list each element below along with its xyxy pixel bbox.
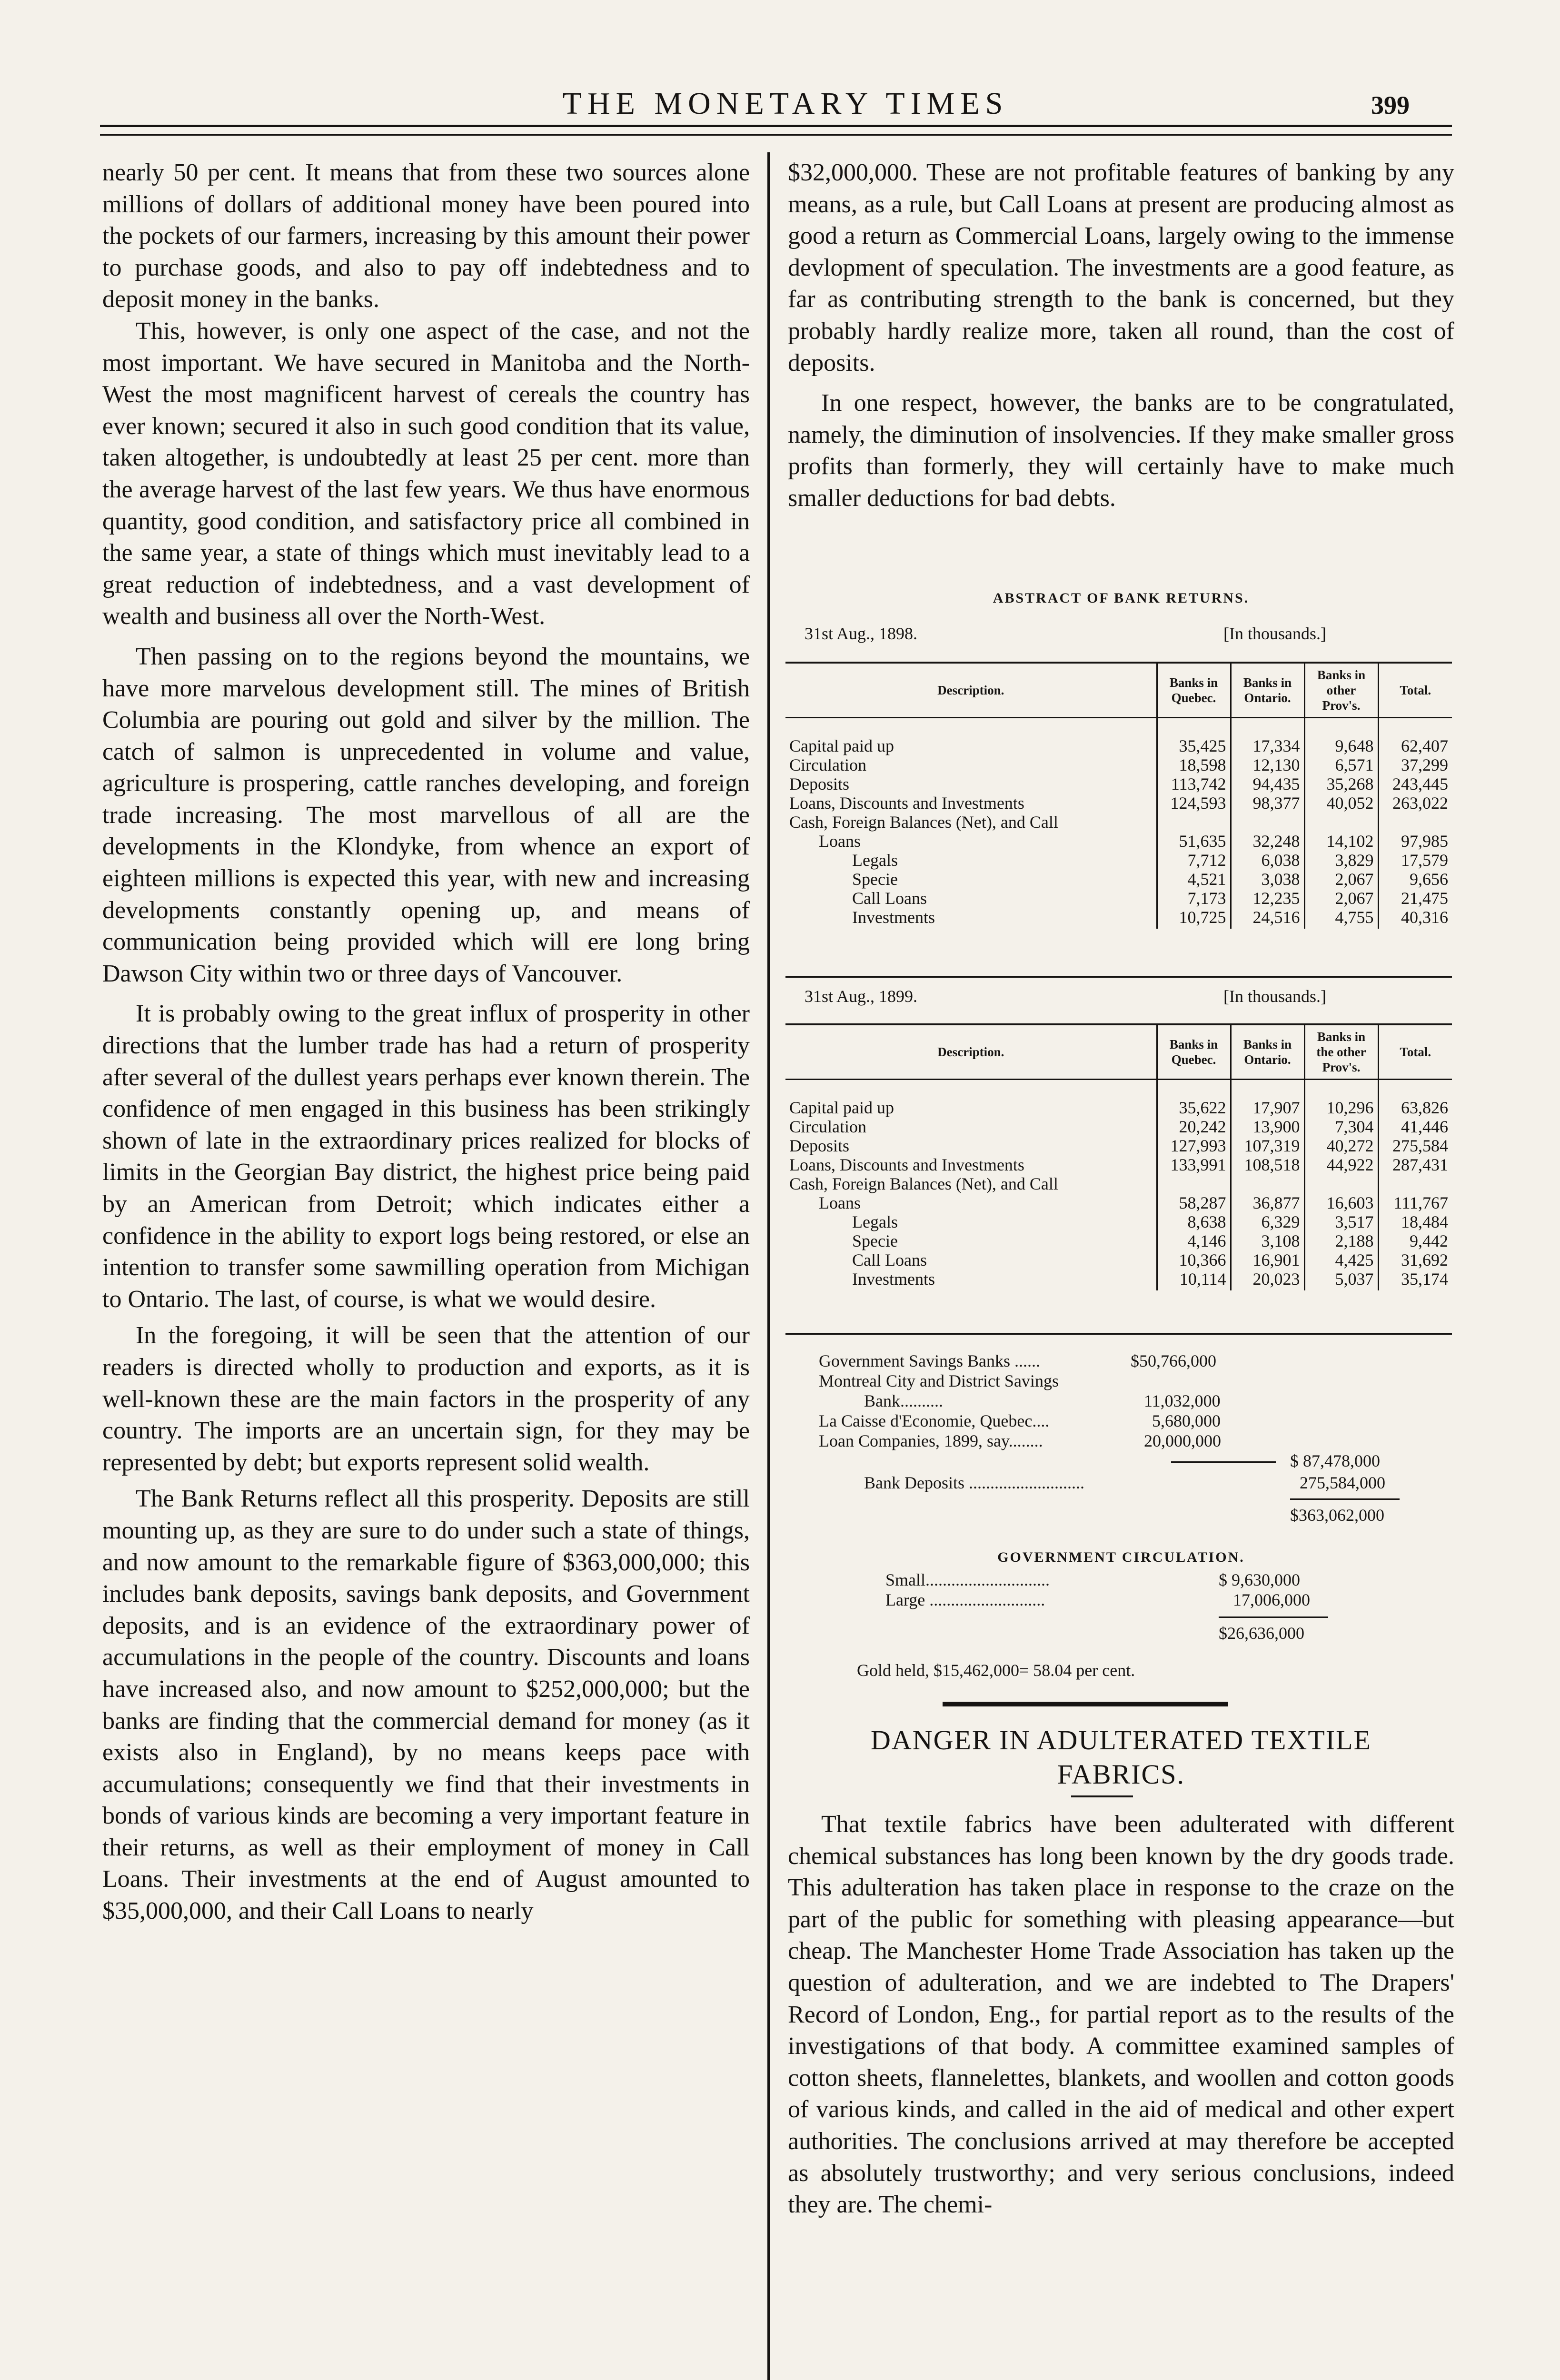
- paragraph: That textile fabrics have been adulterated with different chemical substances has long been known by the dry goods trade. This adulteration has taken place in response to the craze on the part of the public for something with pleasing appearance—but cheap. The Manchester Home Trade Association has taken up the question of adulteration, and we are indebted to The Drapers' Record of London, Eng., for partial report as to the results of the investigations of that body. A committee examined samples of cotton sheets, flannelettes, blankets, and woollen and cotton goods of various kinds, and called in the aid of medical and other expert authorities. The conclusions arrived at may therefore be accepted as absolutely trustworthy; and very serious conclusions, indeed they are. The chemi-: [788, 1811, 1454, 2219]
- left-column: [102, 157, 750, 1927]
- column-header: Banks in other Prov's.: [1304, 664, 1378, 718]
- sum-rule: [1219, 1616, 1328, 1618]
- cell-value: 10,725: [1157, 908, 1231, 929]
- table-row: [785, 718, 1452, 756]
- deposits-summary: [819, 1351, 1419, 1523]
- row-label: Loans: [819, 832, 861, 851]
- cell-value: 124,593: [1157, 793, 1231, 813]
- cell-value: [1231, 1174, 1304, 1193]
- cell-value: 32,248: [1231, 832, 1304, 851]
- cell-value: 107,319: [1231, 1136, 1304, 1155]
- abstract-title: ABSTRACT OF BANK RETURNS.: [993, 590, 1250, 606]
- cell-value: 44,922: [1304, 1155, 1378, 1174]
- summary-label: La Caisse d'Economie, Quebec....: [819, 1411, 1050, 1430]
- cell-value: 3,108: [1231, 1231, 1304, 1250]
- cell-value: 9,648: [1304, 718, 1378, 756]
- cell-value: 8,638: [1157, 1212, 1231, 1231]
- page-number: 399: [1371, 91, 1410, 119]
- row-label: Investments: [852, 1269, 935, 1289]
- table-row: [785, 813, 1452, 832]
- table-row: [785, 1231, 1452, 1250]
- cell-value: 36,877: [1231, 1193, 1304, 1212]
- row-label: Loans: [819, 1193, 861, 1212]
- paragraph: Then passing on to the regions beyond the mountains, we have more marvelous development still. The mines of British Columbia are pouring out gold and silver by the million. The catch of salmon is unprecedented in volume and value, agriculture is prospering, cattle ranches developing, and foreign trade increasing. The most marvellous of all are the developments in the Klondyke, from whence an export of eighteen millions is expected this year, with new and increasing developments constantly opening up, and means of communication being provided which will ere long bring Dawson City within two or three days of Vancouver.: [102, 643, 750, 987]
- column-header: Banks in Ontario.: [1231, 1025, 1304, 1080]
- row-label: Deposits: [789, 774, 849, 793]
- row-label: Circulation: [789, 755, 866, 774]
- table-row: [785, 832, 1452, 851]
- table-row: [785, 1269, 1452, 1290]
- cell-value: [1304, 1174, 1378, 1193]
- cell-value: 7,712: [1157, 851, 1231, 870]
- column-header: Banks in the other Prov's.: [1304, 1025, 1378, 1080]
- cell-value: 9,442: [1378, 1231, 1452, 1250]
- table-1899-units: [In thousands.]: [1223, 987, 1326, 1006]
- cell-value: 10,114: [1157, 1269, 1231, 1290]
- table-header-row: [785, 1025, 1452, 1080]
- cell-value: 97,985: [1378, 832, 1452, 851]
- table-1898-units: [In thousands.]: [1223, 624, 1326, 643]
- cell-value: 12,130: [1231, 755, 1304, 774]
- cell-value: 35,622: [1157, 1080, 1231, 1118]
- summary-value: 5,680,000: [1152, 1411, 1221, 1430]
- column-header: Total.: [1378, 664, 1452, 718]
- summary-label: Bank Deposits ...........................: [864, 1473, 1084, 1492]
- summary-row: [819, 1431, 1419, 1451]
- row-label: Capital paid up: [789, 736, 894, 755]
- cell-value: 13,900: [1231, 1117, 1304, 1136]
- cell-value: 17,579: [1378, 851, 1452, 870]
- masthead-title: THE MONETARY TIMES: [562, 86, 1009, 121]
- column-header: Description.: [785, 1025, 1157, 1080]
- summary-value: 11,032,000: [1144, 1391, 1221, 1410]
- cell-value: 275,584: [1378, 1136, 1452, 1155]
- cell-value: 20,023: [1231, 1269, 1304, 1290]
- summary-value: 275,584,000: [1300, 1473, 1385, 1492]
- cell-value: 63,826: [1378, 1080, 1452, 1118]
- summary-label: Small.............................: [885, 1570, 1050, 1589]
- headline-line: DANGER IN ADULTERATED TEXTILE: [871, 1725, 1371, 1755]
- column-header: Total.: [1378, 1025, 1452, 1080]
- table-1898-date: 31st Aug., 1898.: [805, 624, 918, 643]
- cell-value: [1157, 1174, 1231, 1193]
- table-row: [785, 1117, 1452, 1136]
- table-row: [785, 1250, 1452, 1269]
- cell-value: 7,173: [1157, 889, 1231, 908]
- cell-value: 263,022: [1378, 793, 1452, 813]
- summary-row: [819, 1411, 1419, 1431]
- cell-value: 98,377: [1231, 793, 1304, 813]
- cell-value: 16,603: [1304, 1193, 1378, 1212]
- row-label: Call Loans: [852, 889, 927, 908]
- cell-value: 35,425: [1157, 718, 1231, 756]
- table-row: [785, 793, 1452, 813]
- summary-label: Large ...........................: [885, 1590, 1045, 1609]
- column-divider: [767, 152, 770, 2380]
- summary-value: 17,006,000: [1233, 1590, 1310, 1609]
- table-row: [785, 1136, 1452, 1155]
- table-rule: [785, 1333, 1452, 1335]
- summary-value: $50,766,000: [1131, 1351, 1216, 1370]
- summary-label: Montreal City and District Savings: [819, 1371, 1059, 1390]
- cell-value: 37,299: [1378, 755, 1452, 774]
- table-1899-date: 31st Aug., 1899.: [805, 987, 918, 1006]
- cell-value: 24,516: [1231, 908, 1304, 929]
- headline-line: FABRICS.: [1057, 1759, 1185, 1790]
- paragraph: It is probably owing to the great influx of prosperity in other directions that the lumber trade has had a return of prosperity after several of the dullest years perhaps ever known therein. The confidence of men engaged in this business has been strikingly shown of late in the extraordinary prices realized for blocks of limits in the Georgian Bay district, the highest price being paid by an American from Detroit; which indicates either a confidence in the ability to export logs being restored, or else an intention to transfer some sawmilling operation from Michigan to Ontario. The last, of course, is what we would desire.: [102, 1000, 750, 1313]
- summary-row: [885, 1610, 1361, 1641]
- row-label: Deposits: [789, 1136, 849, 1155]
- table-row: [785, 1212, 1452, 1231]
- cell-value: 18,484: [1378, 1212, 1452, 1231]
- summary-label: Loan Companies, 1899, say........: [819, 1431, 1043, 1450]
- cell-value: 51,635: [1157, 832, 1231, 851]
- table-header-row: [785, 664, 1452, 718]
- cell-value: 6,329: [1231, 1212, 1304, 1231]
- table-row: [785, 889, 1452, 908]
- cell-value: 4,146: [1157, 1231, 1231, 1250]
- cell-value: 58,287: [1157, 1193, 1231, 1212]
- cell-value: 40,052: [1304, 793, 1378, 813]
- cell-value: 40,272: [1304, 1136, 1378, 1155]
- paragraph: nearly 50 per cent. It means that from these two sources alone millions of dollars of additional money have been poured into the pockets of our farmers, increasing by this amount their power to purchase goods, and also to pay off indebtedness and to deposit money in the banks.: [102, 159, 750, 313]
- cell-value: 20,242: [1157, 1117, 1231, 1136]
- table-row: [785, 1174, 1452, 1193]
- row-label: Legals: [852, 851, 898, 870]
- table-row: [785, 851, 1452, 870]
- cell-value: 6,571: [1304, 755, 1378, 774]
- paragraph: This, however, is only one aspect of the case, and not the most important. We have secured in Manitoba and the North-West the most magnificent harvest of cereals the country has ever known; secured it also in such good condition that its value, taken altogether, is undoubtedly at least 25 per cent. more than the average harvest of the last few years. We thus have enormous quantity, good condition, and satisfactory price all combined in the same year, a state of things which must inevitably lead to a great reduction of indebtedness, and a vast development of wealth and business all over the North-West.: [102, 317, 750, 630]
- headline-rule: [1071, 1795, 1133, 1797]
- cell-value: 9,656: [1378, 870, 1452, 889]
- column-header: Banks in Ontario.: [1231, 664, 1304, 718]
- cell-value: 40,316: [1378, 908, 1452, 929]
- cell-value: 5,037: [1304, 1269, 1378, 1290]
- table-row: [785, 1155, 1452, 1174]
- cell-value: 3,038: [1231, 870, 1304, 889]
- cell-value: 2,067: [1304, 889, 1378, 908]
- summary-row: [819, 1351, 1419, 1371]
- cell-value: 21,475: [1378, 889, 1452, 908]
- summary-row: [885, 1570, 1361, 1590]
- cell-value: 35,268: [1304, 774, 1378, 793]
- cell-value: 94,435: [1231, 774, 1304, 793]
- column-header: Banks in Quebec.: [1157, 664, 1231, 718]
- row-label: Legals: [852, 1212, 898, 1231]
- summary-row: [819, 1371, 1419, 1391]
- cell-value: [1378, 1174, 1452, 1193]
- article-body: [788, 1809, 1454, 2221]
- cell-value: 62,407: [1378, 718, 1452, 756]
- row-label: Call Loans: [852, 1250, 927, 1269]
- right-column-text: [788, 157, 1454, 515]
- summary-value: $ 9,630,000: [1219, 1570, 1300, 1589]
- cell-value: 14,102: [1304, 832, 1378, 851]
- summary-subtotal: $ 87,478,000: [1290, 1451, 1380, 1470]
- circulation-title: GOVERNMENT CIRCULATION.: [997, 1549, 1245, 1565]
- row-label: Investments: [852, 908, 935, 927]
- summary-label: Bank..........: [864, 1391, 943, 1410]
- table-rule: [785, 976, 1452, 978]
- header-rule-thin: [100, 134, 1452, 136]
- cell-value: 127,993: [1157, 1136, 1231, 1155]
- summary-row: [819, 1451, 1419, 1473]
- cell-value: 108,518: [1231, 1155, 1304, 1174]
- summary-total: $363,062,000: [1290, 1506, 1384, 1525]
- row-label: Cash, Foreign Balances (Net), and Call: [789, 813, 1058, 832]
- cell-value: [1157, 813, 1231, 832]
- bank-returns-table-1899: [785, 1025, 1452, 1290]
- cell-value: 113,742: [1157, 774, 1231, 793]
- cell-value: 17,334: [1231, 718, 1304, 756]
- cell-value: 4,755: [1304, 908, 1378, 929]
- summary-value: 20,000,000: [1144, 1431, 1221, 1450]
- cell-value: 2,067: [1304, 870, 1378, 889]
- cell-value: 4,425: [1304, 1250, 1378, 1269]
- gold-note: Gold held, $15,462,000= 58.04 per cent.: [857, 1661, 1135, 1680]
- table-row: [785, 908, 1452, 929]
- row-label: Specie: [852, 1231, 898, 1250]
- section-rule: [943, 1702, 1228, 1706]
- paragraph: In the foregoing, it will be seen that the attention of our readers is directed wholly to production and exports, as it is well-known these are the main factors in the prosperity of any country. The imports are an uncertain sign, for they may be represented by debt; but exports represent solid wealth.: [102, 1322, 750, 1476]
- table-row: [785, 755, 1452, 774]
- row-label: Circulation: [789, 1117, 866, 1136]
- paragraph: $32,000,000. These are not profitable features of banking by any means, as a rule, but Call Loans at present are producing almost as good a return as Commercial Loans, largely owing to the immense devlopment of speculation. The investments are a good feature, as far as contributing strength to the bank is concerned, but they probably hardly realize more, taken all round, than the cost of deposits.: [788, 159, 1454, 377]
- summary-label: Government Savings Banks ......: [819, 1351, 1040, 1370]
- cell-value: 10,366: [1157, 1250, 1231, 1269]
- cell-value: 41,446: [1378, 1117, 1452, 1136]
- summary-row: [819, 1493, 1419, 1523]
- row-label: Cash, Foreign Balances (Net), and Call: [789, 1174, 1058, 1193]
- column-header: Description.: [785, 664, 1157, 718]
- paragraph: The Bank Returns reflect all this prosperity. Deposits are still mounting up, as they are sure to do under such a state of things, and now amount to the remarkable figure of $363,000,000; this includes bank deposits, savings bank deposits, and Government deposits, and is an evidence of the extraordinary power of accumulations in the people of the country. Discounts and loans have increased also, and now amount to $252,000,000; but the banks are finding that the commercial demand for money (as it exists also in England), by no means keeps pace with accumulations; consequently we find that their investments in bonds of various kinds are becoming a very important feature in their returns, as well as their employment of money in Call Loans. Their investments at the end of August amounted to $35,000,000, and their Call Loans to nearly: [102, 1485, 750, 1925]
- cell-value: 3,517: [1304, 1212, 1378, 1231]
- cell-value: 287,431: [1378, 1155, 1452, 1174]
- summary-total: $26,636,000: [1219, 1624, 1304, 1643]
- table-row: [785, 1193, 1452, 1212]
- table-row: [785, 1080, 1452, 1118]
- cell-value: [1378, 813, 1452, 832]
- cell-value: 243,445: [1378, 774, 1452, 793]
- summary-row: [885, 1590, 1361, 1610]
- cell-value: 16,901: [1231, 1250, 1304, 1269]
- cell-value: [1231, 813, 1304, 832]
- table-row: [785, 774, 1452, 793]
- circulation-summary: [885, 1570, 1361, 1641]
- header-rule: [100, 125, 1452, 127]
- cell-value: 35,174: [1378, 1269, 1452, 1290]
- cell-value: 17,907: [1231, 1080, 1304, 1118]
- paragraph: In one respect, however, the banks are to be congratulated, namely, the diminution of insolvencies. If they make smaller gross profits than formerly, they will certainly have to make much smaller deductions for bad debts.: [788, 389, 1454, 512]
- bank-returns-table-1898: [785, 664, 1452, 929]
- cell-value: 10,296: [1304, 1080, 1378, 1118]
- cell-value: 4,521: [1157, 870, 1231, 889]
- table-row: [785, 870, 1452, 889]
- cell-value: 18,598: [1157, 755, 1231, 774]
- row-label: Specie: [852, 870, 898, 889]
- cell-value: 7,304: [1304, 1117, 1378, 1136]
- cell-value: 111,767: [1378, 1193, 1452, 1212]
- cell-value: 31,692: [1378, 1250, 1452, 1269]
- column-header: Banks in Quebec.: [1157, 1025, 1231, 1080]
- summary-row: [819, 1473, 1419, 1493]
- cell-value: 6,038: [1231, 851, 1304, 870]
- cell-value: 133,991: [1157, 1155, 1231, 1174]
- summary-row: [819, 1391, 1419, 1411]
- cell-value: 3,829: [1304, 851, 1378, 870]
- article-headline: [788, 1723, 1454, 1792]
- cell-value: 2,188: [1304, 1231, 1378, 1250]
- cell-value: 12,235: [1231, 889, 1304, 908]
- row-label: Capital paid up: [789, 1098, 894, 1117]
- row-label: Loans, Discounts and Investments: [789, 1155, 1024, 1174]
- row-label: Loans, Discounts and Investments: [789, 793, 1024, 813]
- cell-value: [1304, 813, 1378, 832]
- sum-rule: [1290, 1498, 1400, 1500]
- sum-rule: [1171, 1461, 1276, 1463]
